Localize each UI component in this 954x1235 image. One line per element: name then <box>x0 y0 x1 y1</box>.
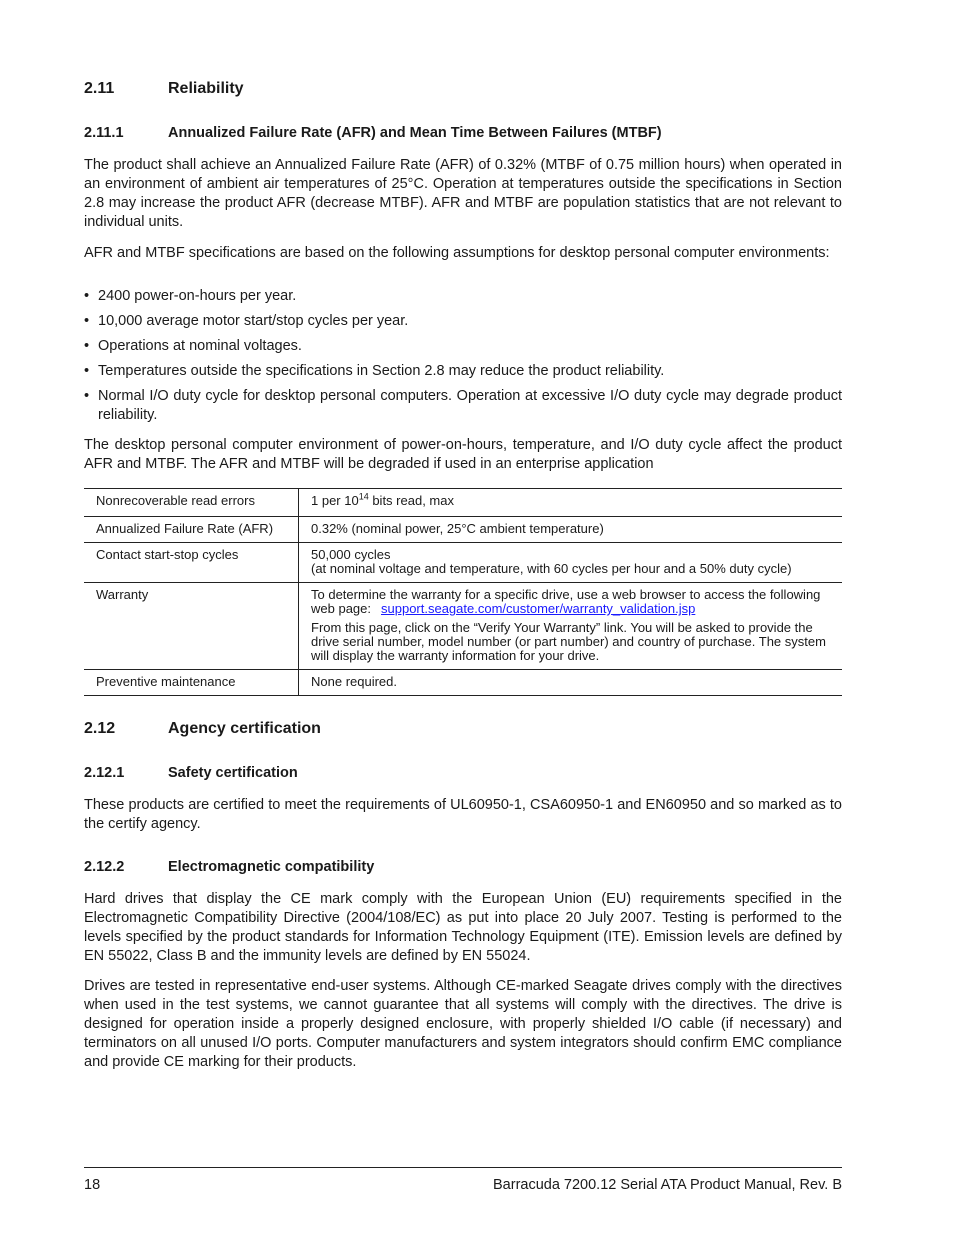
table-cell-key: Nonrecoverable read errors <box>84 489 299 517</box>
section-heading-2-11-1 <box>84 125 662 141</box>
section-title: Reliability <box>168 80 244 97</box>
list-item: • Operations at nominal voltages. <box>84 338 302 354</box>
paragraph-assumptions: AFR and MTBF specifications are based on the following assumptions for desktop personal computer environments: <box>84 245 830 261</box>
section-heading-2-12-2 <box>84 859 374 875</box>
table-row <box>84 670 842 696</box>
section-title: Agency certification <box>168 720 321 737</box>
table-cell-value: None required. <box>299 670 843 696</box>
table-cell-value: 0.32% (nominal power, 25°C ambient temperature) <box>299 517 843 543</box>
bullet-icon: • <box>84 338 90 354</box>
section-number: 2.12.1 <box>84 765 125 781</box>
list-item: • 10,000 average motor start/stop cycles per year. <box>84 313 409 329</box>
table-cell-value: To determine the warranty for a specific drive, use a web browser to access the following web page: support.seagate.com/customer/warranty_validation.jsp From this page, click on the “Verify Your Warranty” link. You will be asked to provide the drive serial number, model number (or part number) and country of purchase. The system will display the warranty information for your drive. <box>299 583 843 670</box>
paragraph-safety: These products are certified to meet the requirements of UL60950-1, CSA60950-1 and EN60950 and so marked as to the certify agency. <box>84 797 842 832</box>
table-row <box>84 489 842 517</box>
table-cell-key: Preventive maintenance <box>84 670 299 696</box>
footer-title: Barracuda 7200.12 Serial ATA Product Manual, Rev. B <box>493 1177 842 1193</box>
section-title: Annualized Failure Rate (AFR) and Mean Time Between Failures (MTBF) <box>168 125 662 141</box>
bullet-icon: • <box>84 288 90 304</box>
page-number: 18 <box>84 1177 101 1193</box>
table-row <box>84 543 842 583</box>
section-number: 2.11.1 <box>84 125 124 141</box>
paragraph-afr: The product shall achieve an Annualized Failure Rate (AFR) of 0.32% (MTBF of 0.75 million hours) when operated in an environment of ambient air temperatures of 25°C. Operation at temperatures outside the specifications in Section 2.8 may increase the product AFR (decrease MTBF). AFR and MTBF are population statistics that are not relevant to individual units. <box>84 157 842 230</box>
section-number: 2.12.2 <box>84 859 125 875</box>
list-item: • Temperatures outside the specifications in Section 2.8 may reduce the product reliability. <box>84 363 665 379</box>
section-number: 2.11 <box>84 80 115 97</box>
section-title: Electromagnetic compatibility <box>168 859 375 875</box>
bullet-icon: • <box>84 388 90 404</box>
table-cell-key: Contact start-stop cycles <box>84 543 299 583</box>
table-cell-key: Warranty <box>84 583 299 670</box>
section-heading-2-12 <box>84 720 321 738</box>
assumptions-list <box>84 287 842 431</box>
table-row <box>84 583 842 670</box>
warranty-link[interactable]: support.seagate.com/customer/warranty_validation.jsp <box>381 601 696 616</box>
reliability-spec-table <box>84 488 842 696</box>
section-title: Safety certification <box>168 765 298 781</box>
table-row <box>84 517 842 543</box>
table-cell-key: Annualized Failure Rate (AFR) <box>84 517 299 543</box>
bullet-icon: • <box>84 363 90 379</box>
section-number: 2.12 <box>84 720 116 737</box>
paragraph-emc-1: Hard drives that display the CE mark comply with the European Union (EU) requirements specified in the Electromagnetic Compatibility Directive (2004/108/EC) as put into place 20 July 2007. Testing is performed to the levels specified by the product standards for Information Technology Equipment (ITE). Emission levels are defined by EN 55022, Class B and the immunity levels are defined by EN 55024. <box>84 891 842 964</box>
table-cell-value: 50,000 cycles (at nominal voltage and temperature, with 60 cycles per hour and a 50% duty cycle) <box>299 543 843 583</box>
section-heading-2-12-1 <box>84 765 298 781</box>
bullet-icon: • <box>84 313 90 329</box>
list-item: • Normal I/O duty cycle for desktop personal computers. Operation at excessive I/O duty cycle may degrade product reliability. <box>84 388 842 423</box>
paragraph-environment: The desktop personal computer environment of power-on-hours, temperature, and I/O duty cycle affect the product AFR and MTBF. The AFR and MTBF will be degraded if used in an enterprise application <box>84 437 842 472</box>
list-item: • 2400 power-on-hours per year. <box>84 288 297 304</box>
table-cell-value: 1 per $10^{14}$ bits read, max <box>299 489 843 517</box>
footer-divider <box>84 1167 842 1168</box>
section-heading-2-11 <box>84 80 244 98</box>
paragraph-emc-2: Drives are tested in representative end-user systems. Although CE-marked Seagate drives comply with the directives when used in the test systems, we cannot guarantee that all systems will comply with the directives. The drive is designed for operation inside a properly designed enclosure, with properly shielded I/O cable (if necessary) and terminators on all unused I/O ports. Computer manufacturers and system integrators should confirm EMC compliance and provide CE marking for their products. <box>84 978 842 1070</box>
